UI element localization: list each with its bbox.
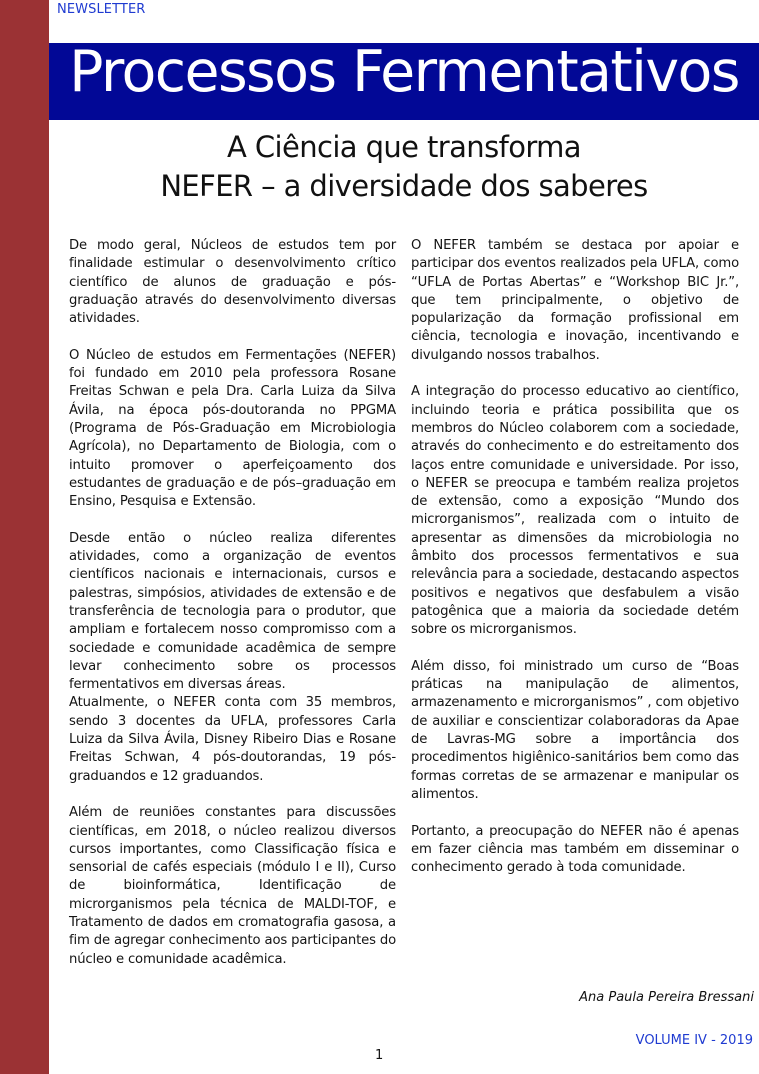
left-column (69, 237, 396, 987)
paragraph: Atualmente, o NEFER conta com 35 membros, sendo 3 docentes da UFLA, professores Carla Luiza da Silva Ávila, Disney Ribeiro Dias e Rosane Freitas Schwan, 4 pós-doutorandas, 19 pós-graduandos e 12 graduandos. (69, 695, 396, 784)
paragraph: A integração do processo educativo ao científico, incluindo teoria e prática possibilita que os membros do Núcleo colaborem com a sociedade, através do conhecimento e do estreitamento dos laços entre comunidade e universidade. Por isso, o NEFER se preocupa e também realiza projetos de extensão, como a exposição “Mundo dos microrganismos”, realizada com o intuito de apresentar as dimensões da microbiologia no âmbito dos processos fermentativos e sua relevância para a sociedade, destacando aspectos positivos e negativos que desfabulem a visão patogênica que a maioria da sociedade detém sobre os microrganismos. (411, 384, 739, 638)
newsletter-label: NEWSLETTER (57, 2, 146, 17)
subtitle-line-2: NEFER – a diversidade dos saberes (160, 169, 648, 203)
paragraph: Portanto, a preocupação do NEFER não é apenas em fazer ciência mas também em disseminar o conhecimento gerado à toda comunidade. (411, 823, 739, 876)
decorative-sidebar (0, 0, 49, 1074)
page-title: Processos Fermentativos (69, 43, 739, 105)
paragraph: O Núcleo de estudos em Fermentações (NEFER) foi fundado em 2010 pela professora Rosane Freitas Schwan e pela Dra. Carla Luiza da Silva Ávila, na época pós-doutoranda no PPGMA (Programa de Pós-Graduação em Microbiologia Agrícola), no Departamento de Biologia, com o intuito promover o aperfeiçoamento dos estudantes de graduação e de pós–graduação em Ensino, Pesquisa e Extensão. (69, 347, 396, 510)
paragraph: De modo geral, Núcleos de estudos tem por finalidade estimular o desenvolvimento crítico científico de alunos de graduação e pós-graduação através do desenvolvimento diversas atividades. (69, 238, 396, 327)
paragraph: Desde então o núcleo realiza diferentes atividades, como a organização de eventos científicos nacionais e internacionais, cursos e palestras, simpósios, atividades de extensão e de transferência de tecnologia para o produtor, que ampliam e fortalecem nosso compromisso com a sociedade e comunidade acadêmica de sempre levar conhecimento sobre os processos fermentativos em diversas áreas. (69, 530, 396, 693)
paragraph: Além disso, foi ministrado um curso de “Boas práticas na manipulação de alimentos, armazenamento e microrganismos” , com objetivo de auxiliar e conscientizar colaboradoras da Apae de Lavras-MG sobre a importância dos procedimentos higiênico-sanitários bem como das formas corretas de se armazenar e manipular os alimentos. (411, 658, 739, 802)
paragraph: Além de reuniões constantes para discussões científicas, em 2018, o núcleo realizou diversos cursos importantes, como Classificação física e sensorial de cafés especiais (módulo I e II), Curso de bioinformática, Identificação de microrganismos pela técnica de MALDI-TOF, e Tratamento de dados em cromatografia gasosa, a fim de agregar conhecimento aos participantes do núcleo e comunidade acadêmica. (69, 805, 396, 967)
subtitle-line-1: A Ciência que transforma (227, 130, 581, 164)
volume-label: VOLUME IV - 2019 (635, 1033, 753, 1048)
title-banner (49, 43, 759, 120)
paragraph: O NEFER também se destaca por apoiar e participar dos eventos realizados pela UFLA, como “UFLA de Portas Abertas” e “Workshop BIC Jr.”, que tem principalmente, o objetivo de popularização da formação profissional em ciência, tecnologia e inovação, incentivando e divulgando nossos trabalhos. (411, 238, 739, 363)
author-signature: Ana Paula Pereira Bressani (579, 990, 754, 1005)
right-column (411, 237, 739, 896)
page-number: 1 (375, 1048, 384, 1063)
